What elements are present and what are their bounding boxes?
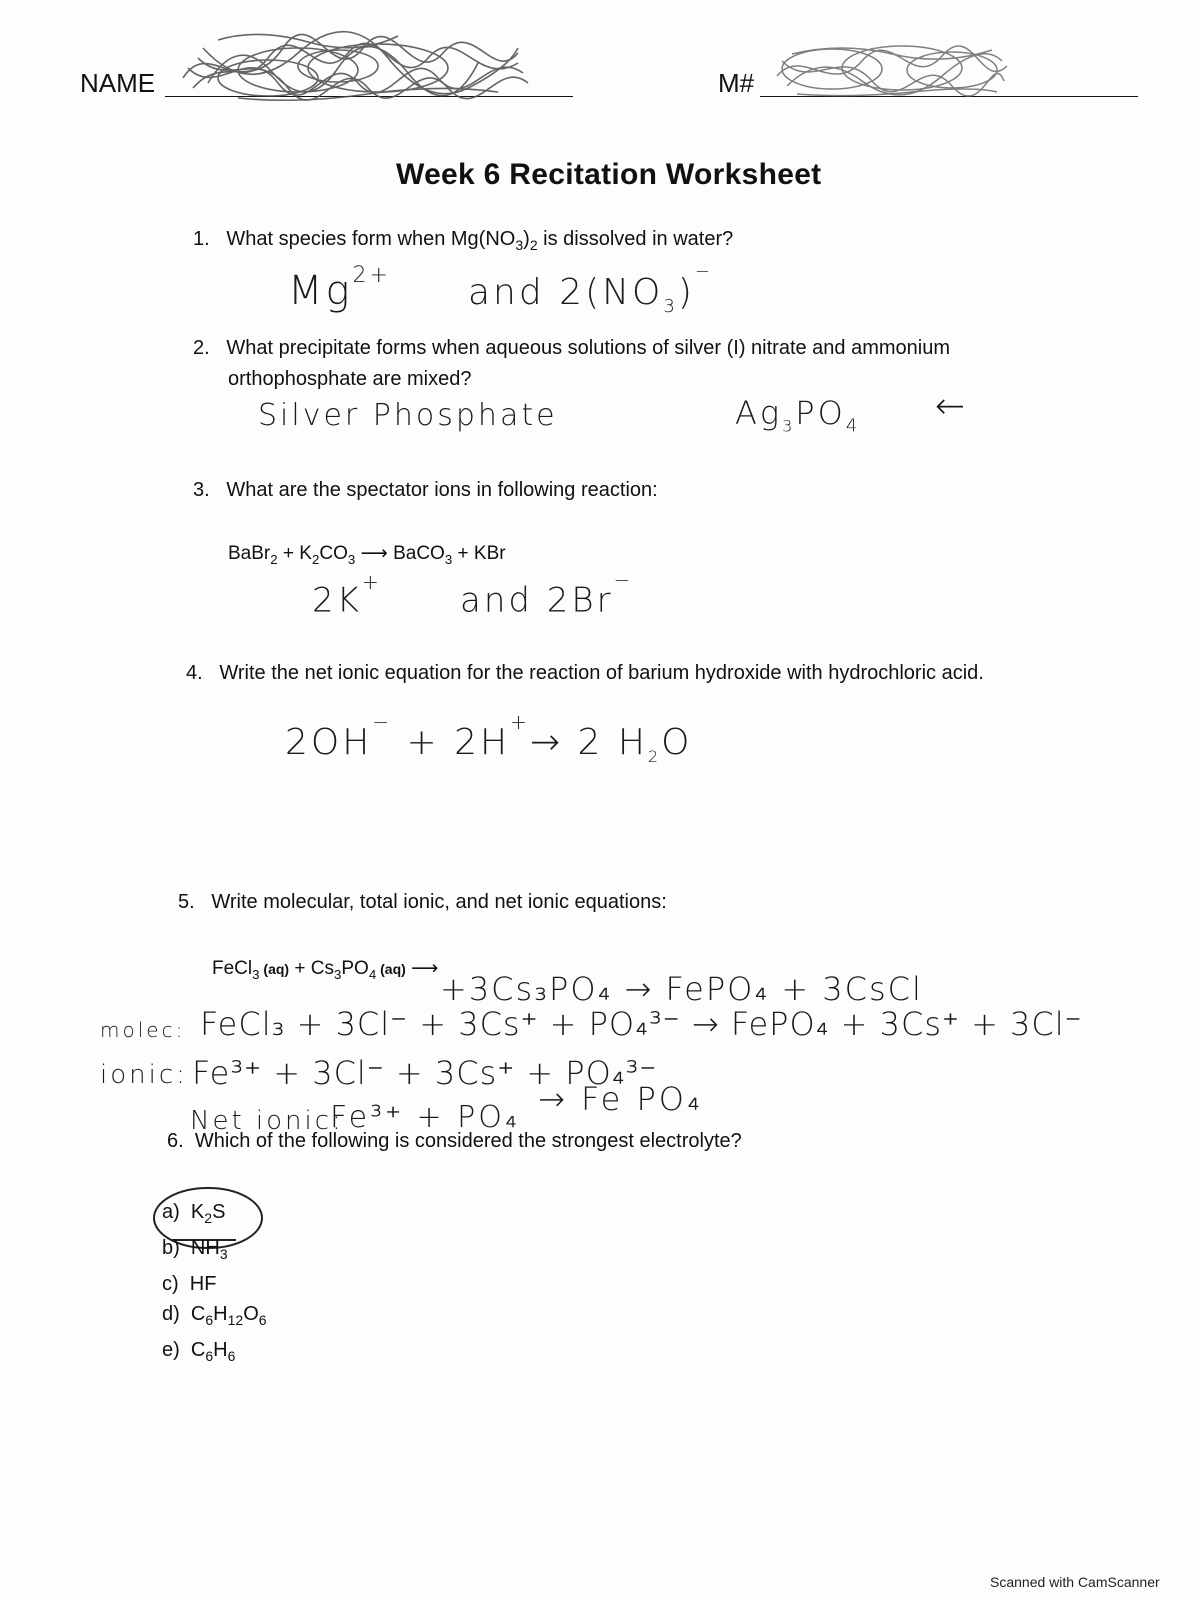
answer-1-close: ) xyxy=(677,272,695,313)
answer-4-h: + 2H xyxy=(392,722,511,763)
question-5-text: Write molecular, total ionic, and net ionic equations: xyxy=(211,891,667,913)
option-part: K xyxy=(190,1201,205,1223)
q3-eq-arrow: ⟶ xyxy=(355,543,394,564)
answer-2-formula-b: PO xyxy=(795,394,846,432)
answer-4-oh: 2OH xyxy=(285,722,373,763)
option-letter: a) xyxy=(162,1201,180,1223)
q3-eq-a-sub: 2 xyxy=(270,551,278,567)
q5-eq-a: FeCl xyxy=(212,958,253,979)
option-part: S xyxy=(212,1201,226,1223)
option-sub: 3 xyxy=(219,1246,228,1262)
question-5 xyxy=(178,891,667,914)
m-number-redaction-scribble xyxy=(772,36,1012,102)
option-letter: b) xyxy=(162,1237,180,1259)
option-letter: c) xyxy=(162,1273,179,1295)
name-label: NAME xyxy=(80,68,156,98)
answer-5-line3b: → Fe PO₄ xyxy=(538,1080,703,1118)
answer-4-water-o: O xyxy=(661,722,693,763)
option-part: H xyxy=(213,1339,228,1361)
question-1-text-b: ) xyxy=(523,228,530,250)
name-redaction-scribble xyxy=(178,28,538,106)
answer-1-no3-charge: − xyxy=(694,261,713,282)
answer-1-mg xyxy=(288,262,391,314)
answer-3-k xyxy=(312,570,382,621)
option-sub: 6 xyxy=(205,1348,214,1364)
answer-3-k-charge: + xyxy=(361,570,382,594)
option-sub: 6 xyxy=(227,1348,236,1364)
question-6-text: Which of the following is considered the strongest electrolyte? xyxy=(194,1130,742,1152)
answer-3-k-text: 2K xyxy=(312,580,362,621)
answer-5-line3: Fe³⁺ + 3Cl⁻ + 3Cs⁺ + PO₄³⁻ xyxy=(192,1054,658,1092)
question-5-equation xyxy=(212,957,438,982)
answer-2-formula xyxy=(735,394,860,436)
option-c xyxy=(162,1269,267,1299)
question-1-sub1: 3 xyxy=(515,237,524,253)
answer-2-formula-sub2: 4 xyxy=(845,415,861,437)
option-e xyxy=(162,1335,267,1371)
answer-4-water-sub: 2 xyxy=(647,747,662,767)
question-4 xyxy=(186,662,984,685)
answer-1-mg-charge: 2+ xyxy=(352,262,391,288)
q3-eq-b: + K xyxy=(277,543,312,564)
scanner-footer: Scanned with CamScanner xyxy=(990,1574,1160,1590)
answer-5-line2-label: molec: xyxy=(100,1018,186,1042)
option-part: O xyxy=(243,1303,259,1325)
question-6-number: 6. xyxy=(167,1130,184,1152)
answer-5-line4-label: Net ionic: xyxy=(190,1106,344,1136)
q3-eq-a: BaBr xyxy=(228,543,271,564)
question-2 xyxy=(193,337,950,360)
answer-2-arrow: ← xyxy=(935,386,969,427)
answer-4-oh-charge: − xyxy=(372,710,393,734)
answer-1-nitrate xyxy=(468,261,713,318)
q3-eq-e: + KBr xyxy=(452,543,506,564)
question-3-equation xyxy=(228,542,506,567)
option-a xyxy=(162,1197,267,1233)
answer-1-no3-sub: 3 xyxy=(663,296,678,318)
option-part: NH xyxy=(190,1237,220,1259)
answer-5-line3-label: ionic: xyxy=(100,1060,188,1090)
answer-2-name: Silver Phosphate xyxy=(258,398,558,433)
option-sub: 6 xyxy=(205,1312,214,1328)
q5-eq-a-sub: 3 xyxy=(252,966,260,982)
option-part: C xyxy=(190,1303,206,1325)
q5-eq-c-state: (aq) xyxy=(376,961,406,977)
q3-eq-c: CO xyxy=(319,543,348,564)
q5-eq-arrow: ⟶ xyxy=(405,958,439,979)
question-6-options xyxy=(162,1197,267,1371)
q5-eq-a-state: (aq) xyxy=(259,961,290,977)
question-6 xyxy=(167,1130,742,1153)
answer-4-water: → 2 H xyxy=(529,722,648,763)
answer-3-br xyxy=(460,568,634,621)
answer-5-line1: +3Cs₃PO₄ → FePO₄ + 3CsCl xyxy=(440,970,923,1008)
question-4-text: Write the net ionic equation for the reaction of barium hydroxide with hydrochloric acid. xyxy=(219,662,984,684)
option-sub: 2 xyxy=(204,1210,213,1226)
option-sub: 6 xyxy=(258,1312,267,1328)
question-3-number: 3. xyxy=(193,479,210,501)
q5-eq-b-sub: 3 xyxy=(333,966,342,982)
option-letter: e) xyxy=(162,1339,180,1361)
answer-2-formula-sub: 3 xyxy=(782,416,796,436)
q5-eq-c: PO xyxy=(341,958,369,979)
answer-5-line4: Fe³⁺ + PO₄ xyxy=(330,1100,520,1135)
q3-eq-d: BaCO xyxy=(393,543,445,564)
question-1 xyxy=(193,228,733,253)
question-1-text-c: is dissolved in water? xyxy=(537,228,734,250)
answer-4-h-charge: + xyxy=(510,710,530,734)
answer-4-equation xyxy=(285,710,693,767)
option-part: H xyxy=(213,1303,228,1325)
option-sub: 12 xyxy=(227,1312,244,1328)
question-2-line1: What precipitate forms when aqueous solutions of silver (I) nitrate and ammonium xyxy=(226,337,951,359)
page-title: Week 6 Recitation Worksheet xyxy=(396,158,822,191)
question-3-text: What are the spectator ions in following reaction: xyxy=(226,479,658,501)
option-part: C xyxy=(190,1339,206,1361)
option-b xyxy=(162,1233,267,1269)
answer-3-br-charge: − xyxy=(613,568,634,592)
question-5-number: 5. xyxy=(178,891,195,913)
question-2-line2: orthophosphate are mixed? xyxy=(228,368,472,390)
answer-1-mg-symbol: Mg xyxy=(288,268,353,314)
question-1-number: 1. xyxy=(193,228,210,250)
question-3 xyxy=(193,479,658,502)
option-d xyxy=(162,1299,267,1335)
q3-eq-d-sub: 3 xyxy=(444,551,453,567)
q5-eq-b: + Cs xyxy=(289,958,334,979)
m-number-label: M# xyxy=(718,68,755,98)
question-1-text-a: What species form when Mg(NO xyxy=(226,228,516,250)
question-4-number: 4. xyxy=(186,662,203,684)
answer-5-line2: FeCl₃ + 3Cl⁻ + 3Cs⁺ + PO₄³⁻ → FePO₄ + 3Cs⁺ + 3Cl⁻ xyxy=(200,1005,1083,1043)
option-part: HF xyxy=(189,1273,217,1295)
question-1-sub2: 2 xyxy=(529,237,538,253)
answer-1-and: and 2(NO xyxy=(468,272,664,313)
option-letter: d) xyxy=(162,1303,180,1325)
answer-2-formula-a: Ag xyxy=(735,394,783,432)
q5-eq-c-sub: 4 xyxy=(368,966,377,982)
q3-eq-c-sub: 3 xyxy=(347,551,356,567)
q3-eq-b-sub: 2 xyxy=(311,551,320,567)
answer-3-br-text: and 2Br xyxy=(460,580,614,621)
question-2-number: 2. xyxy=(193,337,210,359)
